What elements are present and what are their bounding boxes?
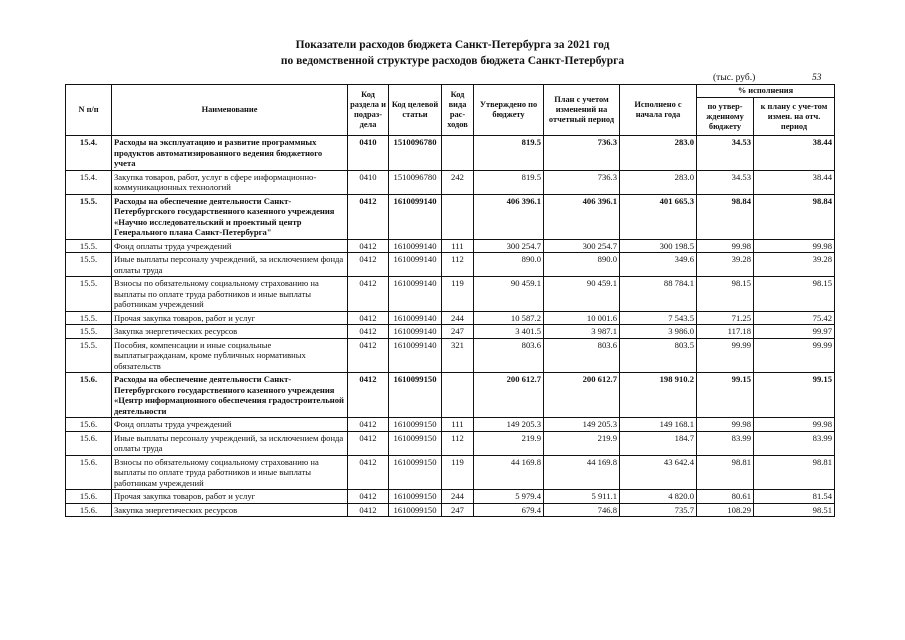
row-num: 15.4. [66, 136, 112, 171]
row-plan: 3 987.1 [544, 325, 620, 339]
row-num: 15.5. [66, 338, 112, 373]
row-executed: 184.7 [620, 431, 697, 455]
table-body [66, 136, 835, 517]
table-header [66, 85, 835, 136]
row-section-code: 0412 [348, 418, 389, 432]
row-plan: 44 169.8 [544, 455, 620, 490]
row-approved: 406 396.1 [474, 194, 544, 239]
row-plan: 149 205.3 [544, 418, 620, 432]
row-name: Фонд оплаты труда учреждений [112, 239, 348, 253]
row-percent-approved: 34.53 [697, 170, 754, 194]
row-plan: 406 396.1 [544, 194, 620, 239]
row-section-code: 0412 [348, 194, 389, 239]
row-percent-approved: 98.15 [697, 277, 754, 312]
row-section-code: 0410 [348, 136, 389, 171]
row-name: Закупка энергетических ресурсов [112, 325, 348, 339]
table-row [66, 373, 835, 418]
row-percent-plan: 98.15 [754, 277, 835, 312]
header-name: Наименование [112, 85, 348, 136]
row-executed: 803.5 [620, 338, 697, 373]
header-executed: Исполнено с начала года [620, 85, 697, 136]
row-target-code: 1610099140 [389, 338, 442, 373]
header-percent-group: % исполнения [697, 85, 835, 98]
table-row [66, 170, 835, 194]
row-target-code: 1610099150 [389, 373, 442, 418]
row-percent-plan: 99.98 [754, 418, 835, 432]
header-type-code: Код вида рас-ходов [442, 85, 474, 136]
row-percent-approved: 39.28 [697, 253, 754, 277]
row-name: Прочая закупка товаров, работ и услуг [112, 490, 348, 504]
units-label: (тыс. руб.) [713, 73, 756, 83]
row-plan: 803.6 [544, 338, 620, 373]
row-target-code: 1610099150 [389, 418, 442, 432]
row-type-code: 247 [442, 325, 474, 339]
row-num: 15.5. [66, 253, 112, 277]
row-section-code: 0412 [348, 503, 389, 517]
row-executed: 349.6 [620, 253, 697, 277]
row-type-code: 242 [442, 170, 474, 194]
row-percent-plan: 39.28 [754, 253, 835, 277]
row-executed: 300 198.5 [620, 239, 697, 253]
row-name: Взносы по обязательному социальному страхованию на выплаты по оплате труда работников и иные выплаты работникам учреждений [112, 455, 348, 490]
row-name: Взносы по обязательному социальному страхованию на выплаты по оплате труда работников и иные выплаты работникам учреждений [112, 277, 348, 312]
row-percent-approved: 71.25 [697, 311, 754, 325]
row-percent-approved: 98.84 [697, 194, 754, 239]
row-percent-plan: 99.98 [754, 239, 835, 253]
row-name: Расходы на обеспечение деятельности Санкт-Петербургского государственного казенного учреждения «Научно исследовательский и проектный центр Генерального плана Санкт-Петербурга" [112, 194, 348, 239]
header-target-code: Код целевой статьи [389, 85, 442, 136]
row-target-code: 1510096780 [389, 136, 442, 171]
row-name: Расходы на обеспечение деятельности Санкт-Петербургского государственного казенного учреждения «Центр информационного обеспечения градостроительной деятельности [112, 373, 348, 418]
row-num: 15.5. [66, 325, 112, 339]
table-row [66, 253, 835, 277]
row-plan: 300 254.7 [544, 239, 620, 253]
row-target-code: 1610099140 [389, 239, 442, 253]
row-target-code: 1610099150 [389, 490, 442, 504]
row-executed: 3 986.0 [620, 325, 697, 339]
row-section-code: 0412 [348, 338, 389, 373]
row-num: 15.5. [66, 311, 112, 325]
row-percent-approved: 34.53 [697, 136, 754, 171]
table-row [66, 277, 835, 312]
row-percent-approved: 83.99 [697, 431, 754, 455]
row-section-code: 0410 [348, 170, 389, 194]
table-row [66, 136, 835, 171]
row-plan: 736.3 [544, 136, 620, 171]
row-plan: 5 911.1 [544, 490, 620, 504]
row-percent-approved: 98.81 [697, 455, 754, 490]
row-executed: 283.0 [620, 136, 697, 171]
row-executed: 4 820.0 [620, 490, 697, 504]
row-num: 15.5. [66, 239, 112, 253]
row-approved: 200 612.7 [474, 373, 544, 418]
table-row [66, 455, 835, 490]
row-approved: 803.6 [474, 338, 544, 373]
row-target-code: 1510096780 [389, 170, 442, 194]
row-target-code: 1610099140 [389, 277, 442, 312]
row-target-code: 1610099140 [389, 194, 442, 239]
table-row [66, 418, 835, 432]
row-approved: 149 205.3 [474, 418, 544, 432]
row-section-code: 0412 [348, 431, 389, 455]
row-plan: 90 459.1 [544, 277, 620, 312]
row-type-code [442, 373, 474, 418]
row-name: Закупка энергетических ресурсов [112, 503, 348, 517]
header-num: N п/п [66, 85, 112, 136]
row-type-code: 119 [442, 277, 474, 312]
row-approved: 300 254.7 [474, 239, 544, 253]
table-row [66, 503, 835, 517]
row-section-code: 0412 [348, 490, 389, 504]
row-percent-approved: 99.99 [697, 338, 754, 373]
row-percent-approved: 108.29 [697, 503, 754, 517]
row-num: 15.6. [66, 455, 112, 490]
row-name: Иные выплаты персоналу учреждений, за исключением фонда оплаты труда [112, 431, 348, 455]
row-type-code: 112 [442, 431, 474, 455]
row-target-code: 1610099150 [389, 503, 442, 517]
table-row [66, 325, 835, 339]
table-row [66, 239, 835, 253]
row-num: 15.6. [66, 431, 112, 455]
row-type-code: 247 [442, 503, 474, 517]
row-section-code: 0412 [348, 239, 389, 253]
header-percent-plan: к плану с уче-том измен. на отч. период [754, 98, 835, 136]
header-approved: Утверждено по бюджету [474, 85, 544, 136]
row-target-code: 1610099140 [389, 325, 442, 339]
row-plan: 890.0 [544, 253, 620, 277]
row-type-code: 112 [442, 253, 474, 277]
row-plan: 200 612.7 [544, 373, 620, 418]
row-type-code [442, 194, 474, 239]
row-percent-approved: 80.61 [697, 490, 754, 504]
row-plan: 746.8 [544, 503, 620, 517]
row-percent-plan: 98.51 [754, 503, 835, 517]
row-name: Прочая закупка товаров, работ и услуг [112, 311, 348, 325]
row-approved: 219.9 [474, 431, 544, 455]
row-type-code: 111 [442, 239, 474, 253]
row-name: Иные выплаты персоналу учреждений, за исключением фонда оплаты труда [112, 253, 348, 277]
table-row [66, 490, 835, 504]
row-type-code: 244 [442, 490, 474, 504]
row-target-code: 1610099150 [389, 455, 442, 490]
row-executed: 735.7 [620, 503, 697, 517]
row-approved: 5 979.4 [474, 490, 544, 504]
row-executed: 283.0 [620, 170, 697, 194]
row-approved: 90 459.1 [474, 277, 544, 312]
row-num: 15.6. [66, 490, 112, 504]
row-percent-plan: 38.44 [754, 170, 835, 194]
row-num: 15.6. [66, 418, 112, 432]
row-type-code: 111 [442, 418, 474, 432]
row-percent-plan: 98.84 [754, 194, 835, 239]
row-percent-plan: 81.54 [754, 490, 835, 504]
row-section-code: 0412 [348, 325, 389, 339]
row-num: 15.5. [66, 194, 112, 239]
row-type-code: 119 [442, 455, 474, 490]
row-num: 15.6. [66, 503, 112, 517]
row-approved: 44 169.8 [474, 455, 544, 490]
row-type-code: 321 [442, 338, 474, 373]
header-percent-approved: по утвер-жденному бюджету [697, 98, 754, 136]
row-percent-plan: 99.15 [754, 373, 835, 418]
row-section-code: 0412 [348, 253, 389, 277]
row-executed: 401 665.3 [620, 194, 697, 239]
row-name: Пособия, компенсации и иные социальные выплатыгражданам, кроме публичных нормативных обязательств [112, 338, 348, 373]
row-type-code: 244 [442, 311, 474, 325]
table-row [66, 338, 835, 373]
row-executed: 43 642.4 [620, 455, 697, 490]
row-target-code: 1610099150 [389, 431, 442, 455]
row-section-code: 0412 [348, 311, 389, 325]
row-percent-plan: 99.97 [754, 325, 835, 339]
row-approved: 3 401.5 [474, 325, 544, 339]
table-row [66, 194, 835, 239]
row-approved: 10 587.2 [474, 311, 544, 325]
row-section-code: 0412 [348, 277, 389, 312]
row-name: Закупка товаров, работ, услуг в сфере информационно-коммуникационных технологий [112, 170, 348, 194]
row-executed: 7 543.5 [620, 311, 697, 325]
row-target-code: 1610099140 [389, 311, 442, 325]
row-executed: 88 784.1 [620, 277, 697, 312]
row-approved: 819.5 [474, 136, 544, 171]
row-num: 15.4. [66, 170, 112, 194]
row-executed: 149 168.1 [620, 418, 697, 432]
row-plan: 736.3 [544, 170, 620, 194]
row-name: Фонд оплаты труда учреждений [112, 418, 348, 432]
row-target-code: 1610099140 [389, 253, 442, 277]
row-plan: 219.9 [544, 431, 620, 455]
expenditure-table [65, 84, 835, 517]
row-name: Расходы на эксплуатацию и развитие программных продуктов автоматизированного ведения бюджетного учета [112, 136, 348, 171]
row-plan: 10 001.6 [544, 311, 620, 325]
row-approved: 890.0 [474, 253, 544, 277]
row-percent-plan: 38.44 [754, 136, 835, 171]
table-row [66, 311, 835, 325]
row-percent-plan: 98.81 [754, 455, 835, 490]
header-plan: План с учетом изменений на отчетный период [544, 85, 620, 136]
row-num: 15.6. [66, 373, 112, 418]
row-percent-approved: 99.15 [697, 373, 754, 418]
row-percent-plan: 83.99 [754, 431, 835, 455]
row-percent-plan: 75.42 [754, 311, 835, 325]
row-approved: 679.4 [474, 503, 544, 517]
row-executed: 198 910.2 [620, 373, 697, 418]
row-approved: 819.5 [474, 170, 544, 194]
header-section-code: Код раздела и подраз-дела [348, 85, 389, 136]
row-percent-approved: 99.98 [697, 418, 754, 432]
page-number: 53 [812, 73, 822, 83]
row-percent-approved: 99.98 [697, 239, 754, 253]
document-title-line-1: Показатели расходов бюджета Санкт-Петербурга за 2021 год [295, 39, 610, 51]
row-type-code [442, 136, 474, 171]
row-percent-plan: 99.99 [754, 338, 835, 373]
row-section-code: 0412 [348, 455, 389, 490]
document-title-line-2: по ведомственной структуре расходов бюджета Санкт-Петербурга [280, 55, 625, 67]
row-percent-approved: 117.18 [697, 325, 754, 339]
row-num: 15.5. [66, 277, 112, 312]
table-row [66, 431, 835, 455]
row-section-code: 0412 [348, 373, 389, 418]
